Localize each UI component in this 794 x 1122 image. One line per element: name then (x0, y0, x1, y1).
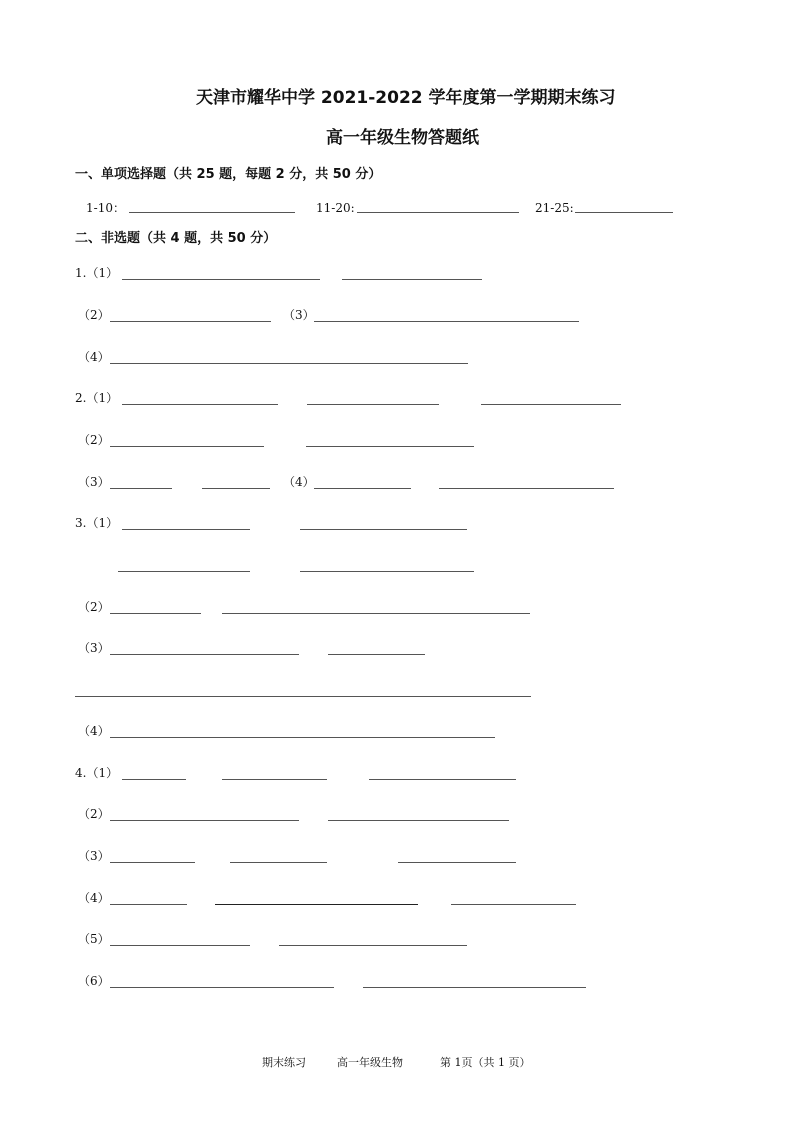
q2-part2-line-b[interactable] (306, 446, 474, 447)
q3-part1-line-b[interactable] (300, 529, 467, 530)
q1-part1-label: 1.（1） (75, 266, 119, 280)
q1-part2-label: （2） (78, 308, 110, 322)
q4-part4-line-c[interactable] (451, 904, 576, 905)
q2-part2-label: （2） (78, 433, 110, 447)
q4-part2-line-a[interactable] (110, 820, 299, 821)
q3-part3-line-a[interactable] (110, 654, 299, 655)
q4-part1-line-b[interactable] (222, 779, 327, 780)
q3-part3-label: （3） (78, 641, 110, 655)
q4-part3-label: （3） (78, 849, 110, 863)
range-label-11-20: 11-20: (316, 201, 355, 215)
q4-part1-label: 4.（1） (75, 766, 119, 780)
q1-part4-line[interactable] (110, 363, 468, 364)
answer-line-11-20[interactable] (357, 212, 519, 213)
q4-part2-label: （2） (78, 807, 110, 821)
q4-part1-line-c[interactable] (369, 779, 516, 780)
q4-part5-line-a[interactable] (110, 945, 250, 946)
q1-part4-label: （4） (78, 350, 110, 364)
q2-part3-label: （3） (78, 475, 110, 489)
q4-part6-label: （6） (78, 974, 110, 988)
document-title: 天津市耀华中学 2021-2022 学年度第一学期期末练习 (196, 88, 616, 108)
q2-part4-line-b[interactable] (439, 488, 614, 489)
q2-part3-line-b[interactable] (202, 488, 270, 489)
answer-line-1-10[interactable] (129, 212, 295, 213)
q1-part3-line[interactable] (314, 321, 579, 322)
section-1-heading: 一、单项选择题（共 25 题，每题 2 分，共 50 分） (75, 167, 382, 182)
q2-part1-line-a[interactable] (122, 404, 278, 405)
q3-part3-line-c[interactable] (75, 696, 531, 697)
q1-part1-line-a[interactable] (122, 279, 320, 280)
q4-part1-line-a[interactable] (122, 779, 186, 780)
q3-part4-label: （4） (78, 724, 110, 738)
q2-part1-line-b[interactable] (307, 404, 439, 405)
q4-part4-line-b[interactable] (215, 904, 418, 905)
document-subtitle: 高一年级生物答题纸 (326, 128, 479, 148)
section-2-heading: 二、非选题（共 4 题，共 50 分） (75, 231, 277, 246)
q1-part2-line[interactable] (110, 321, 271, 322)
footer-grade: 高一年级生物 (337, 1056, 403, 1069)
q3-part3-line-b[interactable] (328, 654, 425, 655)
q4-part5-label: （5） (78, 932, 110, 946)
q1-part1-line-b[interactable] (342, 279, 482, 280)
range-label-21-25: 21-25: (535, 201, 574, 215)
footer-exam: 期末练习 (262, 1056, 306, 1069)
q3-part2-line-b[interactable] (222, 613, 530, 614)
q2-part4-label: （4） (283, 475, 315, 489)
q4-part3-line-c[interactable] (398, 862, 516, 863)
q4-part4-label: （4） (78, 891, 110, 905)
range-label-1-10: 1-10： (86, 201, 125, 215)
q2-part2-line-a[interactable] (110, 446, 264, 447)
q3-part2-line-a[interactable] (110, 613, 201, 614)
answer-line-21-25[interactable] (575, 212, 673, 213)
q4-part2-line-b[interactable] (328, 820, 509, 821)
q4-part3-line-a[interactable] (110, 862, 195, 863)
q4-part3-line-b[interactable] (230, 862, 327, 863)
q3-part1-label: 3.（1） (75, 516, 119, 530)
q4-part6-line-a[interactable] (110, 987, 334, 988)
q2-part4-line-a[interactable] (314, 488, 411, 489)
q4-part5-line-b[interactable] (279, 945, 467, 946)
q4-part6-line-b[interactable] (363, 987, 586, 988)
q3-part1-line-a[interactable] (122, 529, 250, 530)
q3-part1-line-c[interactable] (118, 571, 250, 572)
q4-part4-line-a[interactable] (110, 904, 187, 905)
q3-part1-line-d[interactable] (300, 571, 474, 572)
q1-part3-label: （3） (283, 308, 315, 322)
q3-part4-line[interactable] (110, 737, 495, 738)
q2-part1-line-c[interactable] (481, 404, 621, 405)
q2-part1-label: 2.（1） (75, 391, 119, 405)
footer-page-number: 第 1页（共 1 页） (440, 1056, 531, 1069)
q2-part3-line-a[interactable] (110, 488, 172, 489)
q3-part2-label: （2） (78, 600, 110, 614)
